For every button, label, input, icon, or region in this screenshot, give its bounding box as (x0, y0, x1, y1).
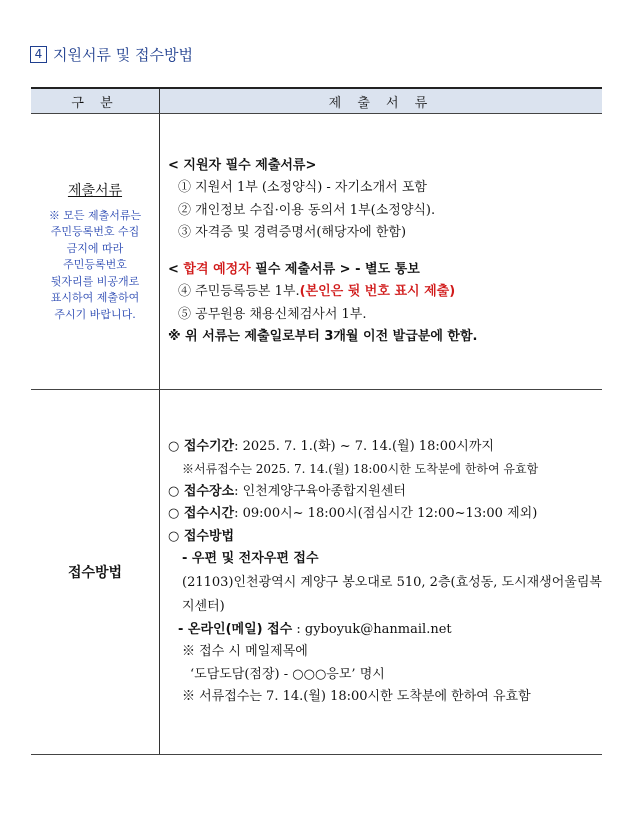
reception-method-post: - 우편 및 전자우편 접수 (182, 551, 319, 566)
documents-category-cell (31, 114, 160, 390)
reception-final-note: ※ 서류접수는 7. 14.(월) 18:00시한 도착분에 한하여 유효함 (182, 689, 531, 704)
reception-period-note: ※서류접수는 2025. 7. 14.(월) 18:00시한 도착분에 한하여 유효함 (182, 462, 539, 476)
documents-label: 제출서류 (67, 182, 123, 199)
required-item-2: ② 개인정보 수집·이용 동의서 1부(소정양식). (178, 202, 436, 218)
section-title (30, 44, 193, 65)
required-docs-heading: < 지원자 필수 제출서류> (168, 157, 317, 173)
reception-place: ○ 접수장소: 인천계양구육아종합지원센터 (168, 483, 406, 499)
required-item-3: ③ 자격증 및 경력증명서(해당자에 한함) (178, 225, 407, 240)
header-category: 구 분 (31, 88, 160, 114)
documents-content-cell (160, 114, 603, 390)
passer-item-5: ⑤ 공무원용 채용신체검사서 1부. (178, 306, 367, 322)
reception-email-subject: ‘도담도담(점장) - ○○○응모’ 명시 (190, 666, 385, 682)
required-item-1: ① 지원서 1부 (소정양식) - 자기소개서 포함 (178, 180, 427, 195)
reception-row (31, 390, 602, 755)
reception-email-note: ※ 접수 시 메일제목에 (182, 644, 308, 659)
reception-email: - 온라인(메일) 접수 : gyboyuk@hanmail.net (178, 621, 452, 637)
section-title-text: 지원서류 및 접수방법 (53, 46, 193, 64)
passer-item-4: ④ 주민등록등본 1부.(본인은 뒷 번호 표시 제출) (178, 284, 456, 299)
header-documents: 제 출 서 류 (160, 88, 603, 114)
documents-footnote: ※ 위 서류는 제출일로부터 3개월 이전 발급분에 한함. (168, 329, 478, 344)
reception-address: (21103)인천광역시 계양구 봉오대로 510, 2층(효성동, 도시재생어울림복지센터) (182, 574, 602, 614)
passer-docs-heading: < 합격 예정자 필수 제출서류 > - 별도 통보 (168, 261, 420, 277)
documents-row (31, 114, 602, 390)
reception-label: 접수방법 (31, 390, 160, 755)
section-number-box: 4 (30, 46, 47, 63)
application-table (31, 87, 602, 755)
table-header-row (31, 88, 602, 114)
reception-time: ○ 접수시간: 09:00시~ 18:00시(점심시간 12:00~13:00 제외) (168, 506, 538, 521)
reception-method: ○ 접수방법 (168, 528, 235, 544)
reception-content-cell (160, 390, 603, 755)
documents-note: ※ 모든 제출서류는 주민등록번호 수집 금지에 따라 주민등록번호 뒷자리를 비공개로 표시하여 제출하여 주시기 바랍니다. (48, 208, 142, 321)
reception-period: ○ 접수기간: 2025. 7. 1.(화) ~ 7. 14.(월) 18:00시까지 (168, 438, 494, 454)
